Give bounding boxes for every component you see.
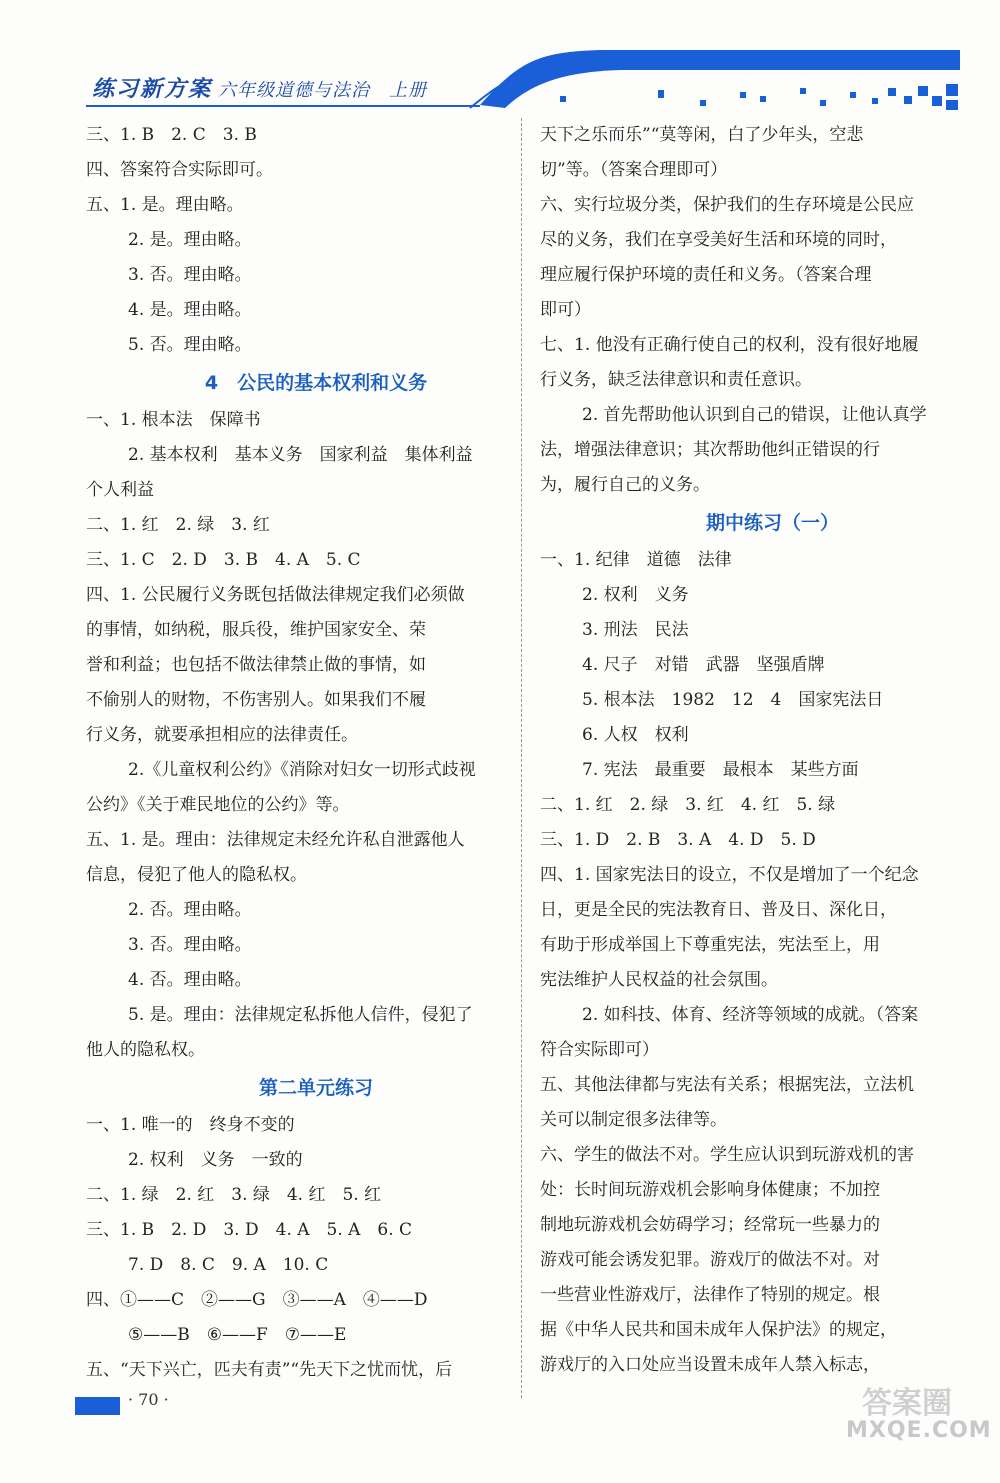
answer-line: 四、1. 国家宪法日的设立，不仅是增加了一个纪念 (540, 865, 919, 885)
answer-line: 一、1. 纪律 道德 法律 (540, 550, 732, 570)
answer-line: 二、1. 绿 2. 红 3. 绿 4. 红 5. 红 (86, 1185, 382, 1205)
answer-line: 三、1. C 2. D 3. B 4. A 5. C (86, 550, 361, 570)
answer-line: 3. 刑法 民法 (582, 620, 689, 640)
answer-line: 理应履行保护环境的责任和义务。（答案合理 (540, 265, 872, 285)
section-heading: 4 公民的基本权利和义务 (204, 372, 428, 394)
answer-line: 2. 如科技、体育、经济等领域的成就。（答案 (582, 1005, 919, 1025)
section-heading: 期中练习（一） (705, 512, 839, 534)
answer-line: 3. 否。理由略。 (128, 935, 252, 955)
answer-line: 即可） (540, 300, 591, 320)
answer-line: 一、1. 唯一的 终身不变的 (86, 1115, 295, 1135)
answer-line: 有助于形成举国上下尊重宪法，宪法至上，用 (540, 935, 880, 955)
answer-line: 据《中华人民共和国未成年人保护法》的规定， (540, 1320, 897, 1340)
answer-line: 一些营业性游戏厅，法律作了特别的规定。根 (540, 1285, 880, 1305)
answer-line: 三、1. B 2. C 3. B (86, 125, 257, 145)
answer-line: 五、1. 是。理由：法律规定未经允许私自泄露他人 (86, 830, 465, 850)
right-column (540, 118, 965, 1383)
answer-line: 他人的隐私权。 (86, 1040, 205, 1060)
column-divider (521, 118, 523, 1398)
answer-line: 2. 是。理由略。 (128, 230, 252, 250)
answer-line: 关可以制定很多法律等。 (540, 1110, 727, 1130)
answer-line: 游戏可能会诱发犯罪。游戏厅的做法不对。对 (540, 1250, 880, 1270)
answer-line: 行义务，缺乏法律意识和责任意识。 (540, 370, 812, 390)
answer-line: 5. 否。理由略。 (128, 335, 252, 355)
answer-line: 2. 首先帮助他认识到自己的错误，让他认真学 (582, 405, 927, 425)
answer-line: 为，履行自己的义务。 (540, 475, 710, 495)
answer-line: 不偷别人的财物，不伤害别人。如果我们不履 (86, 690, 426, 710)
answer-line: 三、1. D 2. B 3. A 4. D 5. D (540, 830, 816, 850)
footer-color-bar (75, 1397, 120, 1415)
answer-line: 七、1. 他没有正确行使自己的权利，没有很好地履 (540, 335, 919, 355)
answer-line: 行义务，就要承担相应的法律责任。 (86, 725, 358, 745)
answer-line: 2. 否。理由略。 (128, 900, 252, 920)
answer-line: 二、1. 红 2. 绿 3. 红 (86, 515, 270, 535)
answer-line: 五、1. 是。理由略。 (86, 195, 244, 215)
answer-line: 游戏厅的入口处应当设置未成年人禁入标志， (540, 1355, 880, 1375)
watermark-logo: 答案圈 (862, 1386, 952, 1421)
answer-line: 宪法维护人民权益的社会氛围。 (540, 970, 778, 990)
answer-line: 制地玩游戏机会妨碍学习；经常玩一些暴力的 (540, 1215, 880, 1235)
watermark-url: MXQE.COM (846, 1418, 992, 1443)
answer-line: 信息，侵犯了他人的隐私权。 (86, 865, 307, 885)
answer-line: 3. 否。理由略。 (128, 265, 252, 285)
left-column (86, 118, 506, 1388)
answer-line: 4. 是。理由略。 (128, 300, 252, 320)
answer-line: 五、“天下兴亡，匹夫有责”“先天下之忧而忧，后 (86, 1360, 453, 1380)
answer-line: 二、1. 红 2. 绿 3. 红 4. 红 5. 绿 (540, 795, 836, 815)
book-title: 练习新方案 (92, 76, 213, 102)
answer-line: 7. D 8. C 9. A 10. C (128, 1255, 329, 1275)
section-heading: 第二单元练习 (258, 1077, 373, 1099)
answer-line: 四、1. 公民履行义务既包括做法律规定我们必须做 (86, 585, 465, 605)
page-number: · 70 · (128, 1390, 169, 1409)
book-subtitle: 六年级道德与法治 上册 (218, 80, 427, 101)
answer-line: 尽的义务，我们在享受美好生活和环境的同时， (540, 230, 897, 250)
answer-line: 个人利益 (86, 480, 154, 500)
answer-line: 一、1. 根本法 保障书 (86, 410, 261, 430)
answer-line: 6. 人权 权利 (582, 725, 689, 745)
answer-line: 四、答案符合实际即可。 (86, 160, 273, 180)
answer-line: 2. 权利 义务 (582, 585, 689, 605)
page-header (0, 0, 1000, 120)
answer-line: 切”等。（答案合理即可） (540, 160, 728, 180)
answer-line: 五、其他法律都与宪法有关系；根据宪法，立法机 (540, 1075, 914, 1095)
answer-line: 四、①——C ②——G ③——A ④——D (86, 1290, 428, 1310)
answer-line: 的事情，如纳税，服兵役，维护国家安全、荣 (86, 620, 426, 640)
answer-line: 六、学生的做法不对。学生应认识到玩游戏机的害 (540, 1145, 914, 1165)
answer-line: 2. 权利 义务 一致的 (128, 1150, 303, 1170)
answer-line: 7. 宪法 最重要 最根本 某些方面 (582, 760, 859, 780)
answer-line: 天下之乐而乐”“莫等闲，白了少年头，空悲 (540, 125, 864, 145)
answer-line: 5. 是。理由：法律规定私拆他人信件，侵犯了 (128, 1005, 473, 1025)
answer-line: 4. 否。理由略。 (128, 970, 252, 990)
answer-line: 法，增强法律意识；其次帮助他纠正错误的行 (540, 440, 880, 460)
answer-line: 处：长时间玩游戏机会影响身体健康；不加控 (540, 1180, 880, 1200)
answer-line: 六、实行垃圾分类，保护我们的生存环境是公民应 (540, 195, 914, 215)
answer-line: 2.《儿童权利公约》《消除对妇女一切形式歧视 (128, 760, 476, 780)
answer-line: 符合实际即可） (540, 1040, 659, 1060)
answer-line: ⑤——B ⑥——F ⑦——E (128, 1325, 347, 1345)
answer-line: 日，更是全民的宪法教育日、普及日、深化日， (540, 900, 897, 920)
answer-line: 4. 尺子 对错 武器 坚强盾牌 (582, 655, 825, 675)
answer-line: 2. 基本权利 基本义务 国家利益 集体利益 (128, 445, 473, 465)
answer-line: 公约》《关于难民地位的公约》等。 (86, 795, 350, 815)
answer-line: 三、1. B 2. D 3. D 4. A 5. A 6. C (86, 1220, 413, 1240)
answer-line: 誉和利益；也包括不做法律禁止做的事情，如 (86, 655, 426, 675)
answer-line: 5. 根本法 1982 12 4 国家宪法日 (582, 690, 884, 710)
